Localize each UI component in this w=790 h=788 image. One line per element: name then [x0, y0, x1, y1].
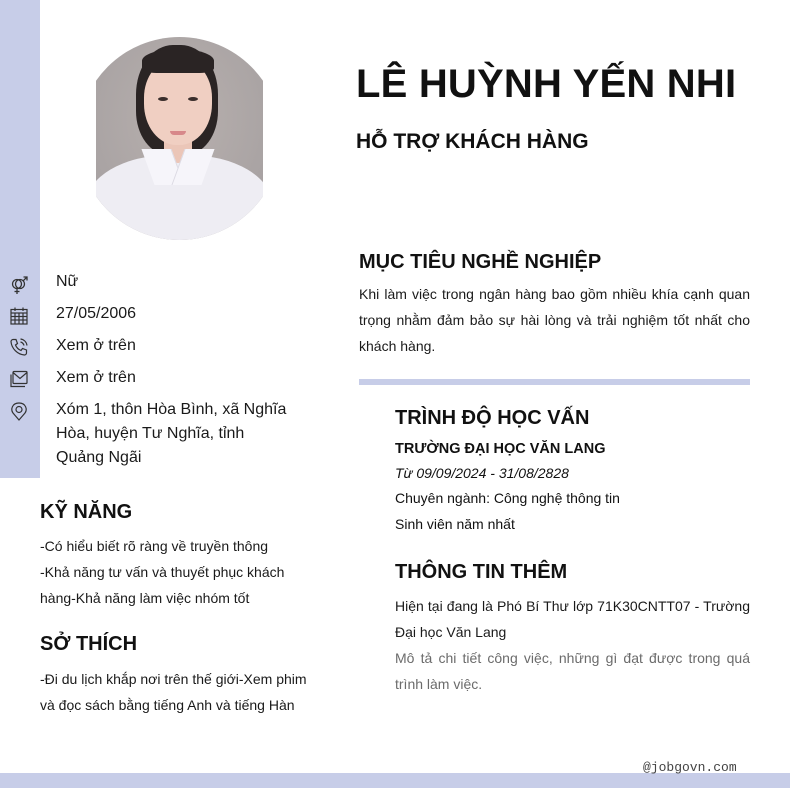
- profile-photo: [96, 37, 263, 240]
- skills-line: -Có hiểu biết rõ ràng về truyền thông: [40, 538, 269, 554]
- objective-heading: MỤC TIÊU NGHỀ NGHIỆP: [359, 251, 602, 273]
- candidate-name: LÊ HUỲNH YẾN NHI: [356, 62, 737, 106]
- objective-text: Khi làm việc trong ngân hàng bao gồm nhiều khía cạnh quan trọng nhằm đảm bảo sự hài lòng và trải nghiệm tốt nhất cho khách hàng.: [359, 286, 750, 354]
- extra-info-text: Hiện tại đang là Phó Bí Thư lớp 71K30CNTT07 - Trường Đại học Văn Lang: [395, 598, 750, 640]
- phone-icon: [9, 337, 29, 357]
- contact-phone: [0, 334, 296, 358]
- skills-heading: KỸ NĂNG: [40, 501, 133, 523]
- section-divider: [359, 379, 750, 385]
- location-pin-icon: [9, 401, 29, 421]
- extra-info-description: Mô tả chi tiết công việc, những gì đạt được trong quá trình làm việc.: [395, 650, 750, 692]
- skills-line: hàng-Khả năng làm việc nhóm tốt: [40, 590, 250, 606]
- contact-email: [0, 366, 296, 390]
- bottom-accent-bar: [0, 773, 790, 788]
- education-dates: Từ 09/09/2024 - 31/08/2828: [395, 465, 569, 481]
- phone-value: Xem ở trên: [56, 337, 136, 354]
- calendar-icon: [9, 306, 29, 326]
- contact-address: [0, 398, 296, 470]
- extra-info-heading: THÔNG TIN THÊM: [395, 561, 568, 583]
- education-year: Sinh viên năm nhất: [395, 516, 515, 532]
- mail-icon: [9, 369, 29, 389]
- contact-birthdate: [0, 302, 296, 326]
- education-heading: TRÌNH ĐỘ HỌC VẤN: [395, 407, 590, 429]
- education-school: TRƯỜNG ĐẠI HỌC VĂN LANG: [395, 441, 606, 457]
- skills-text: [40, 533, 325, 611]
- hobbies-heading: SỞ THÍCH: [40, 633, 138, 655]
- skills-line: -Khả năng tư vấn và thuyết phục khách: [40, 564, 285, 580]
- education-major: Chuyên ngành: Công nghệ thông tin: [395, 490, 620, 506]
- gender-value: Nữ: [56, 273, 79, 290]
- contact-gender: [0, 270, 296, 294]
- hobbies-text: -Đi du lịch khắp nơi trên thế giới-Xem phim và đọc sách bằng tiếng Anh và tiếng Hàn: [40, 671, 307, 713]
- gender-icon: [9, 275, 29, 295]
- job-title: HỖ TRỢ KHÁCH HÀNG: [356, 130, 589, 153]
- watermark: @jobgovn.com: [643, 760, 737, 775]
- birthdate-value: 27/05/2006: [56, 305, 137, 322]
- profile-photo-circle: [96, 37, 263, 240]
- address-value: Xóm 1, thôn Hòa Bình, xã Nghĩa Hòa, huyện Tư Nghĩa, tỉnh Quảng Ngãi: [56, 401, 287, 466]
- email-value: Xem ở trên: [56, 369, 136, 386]
